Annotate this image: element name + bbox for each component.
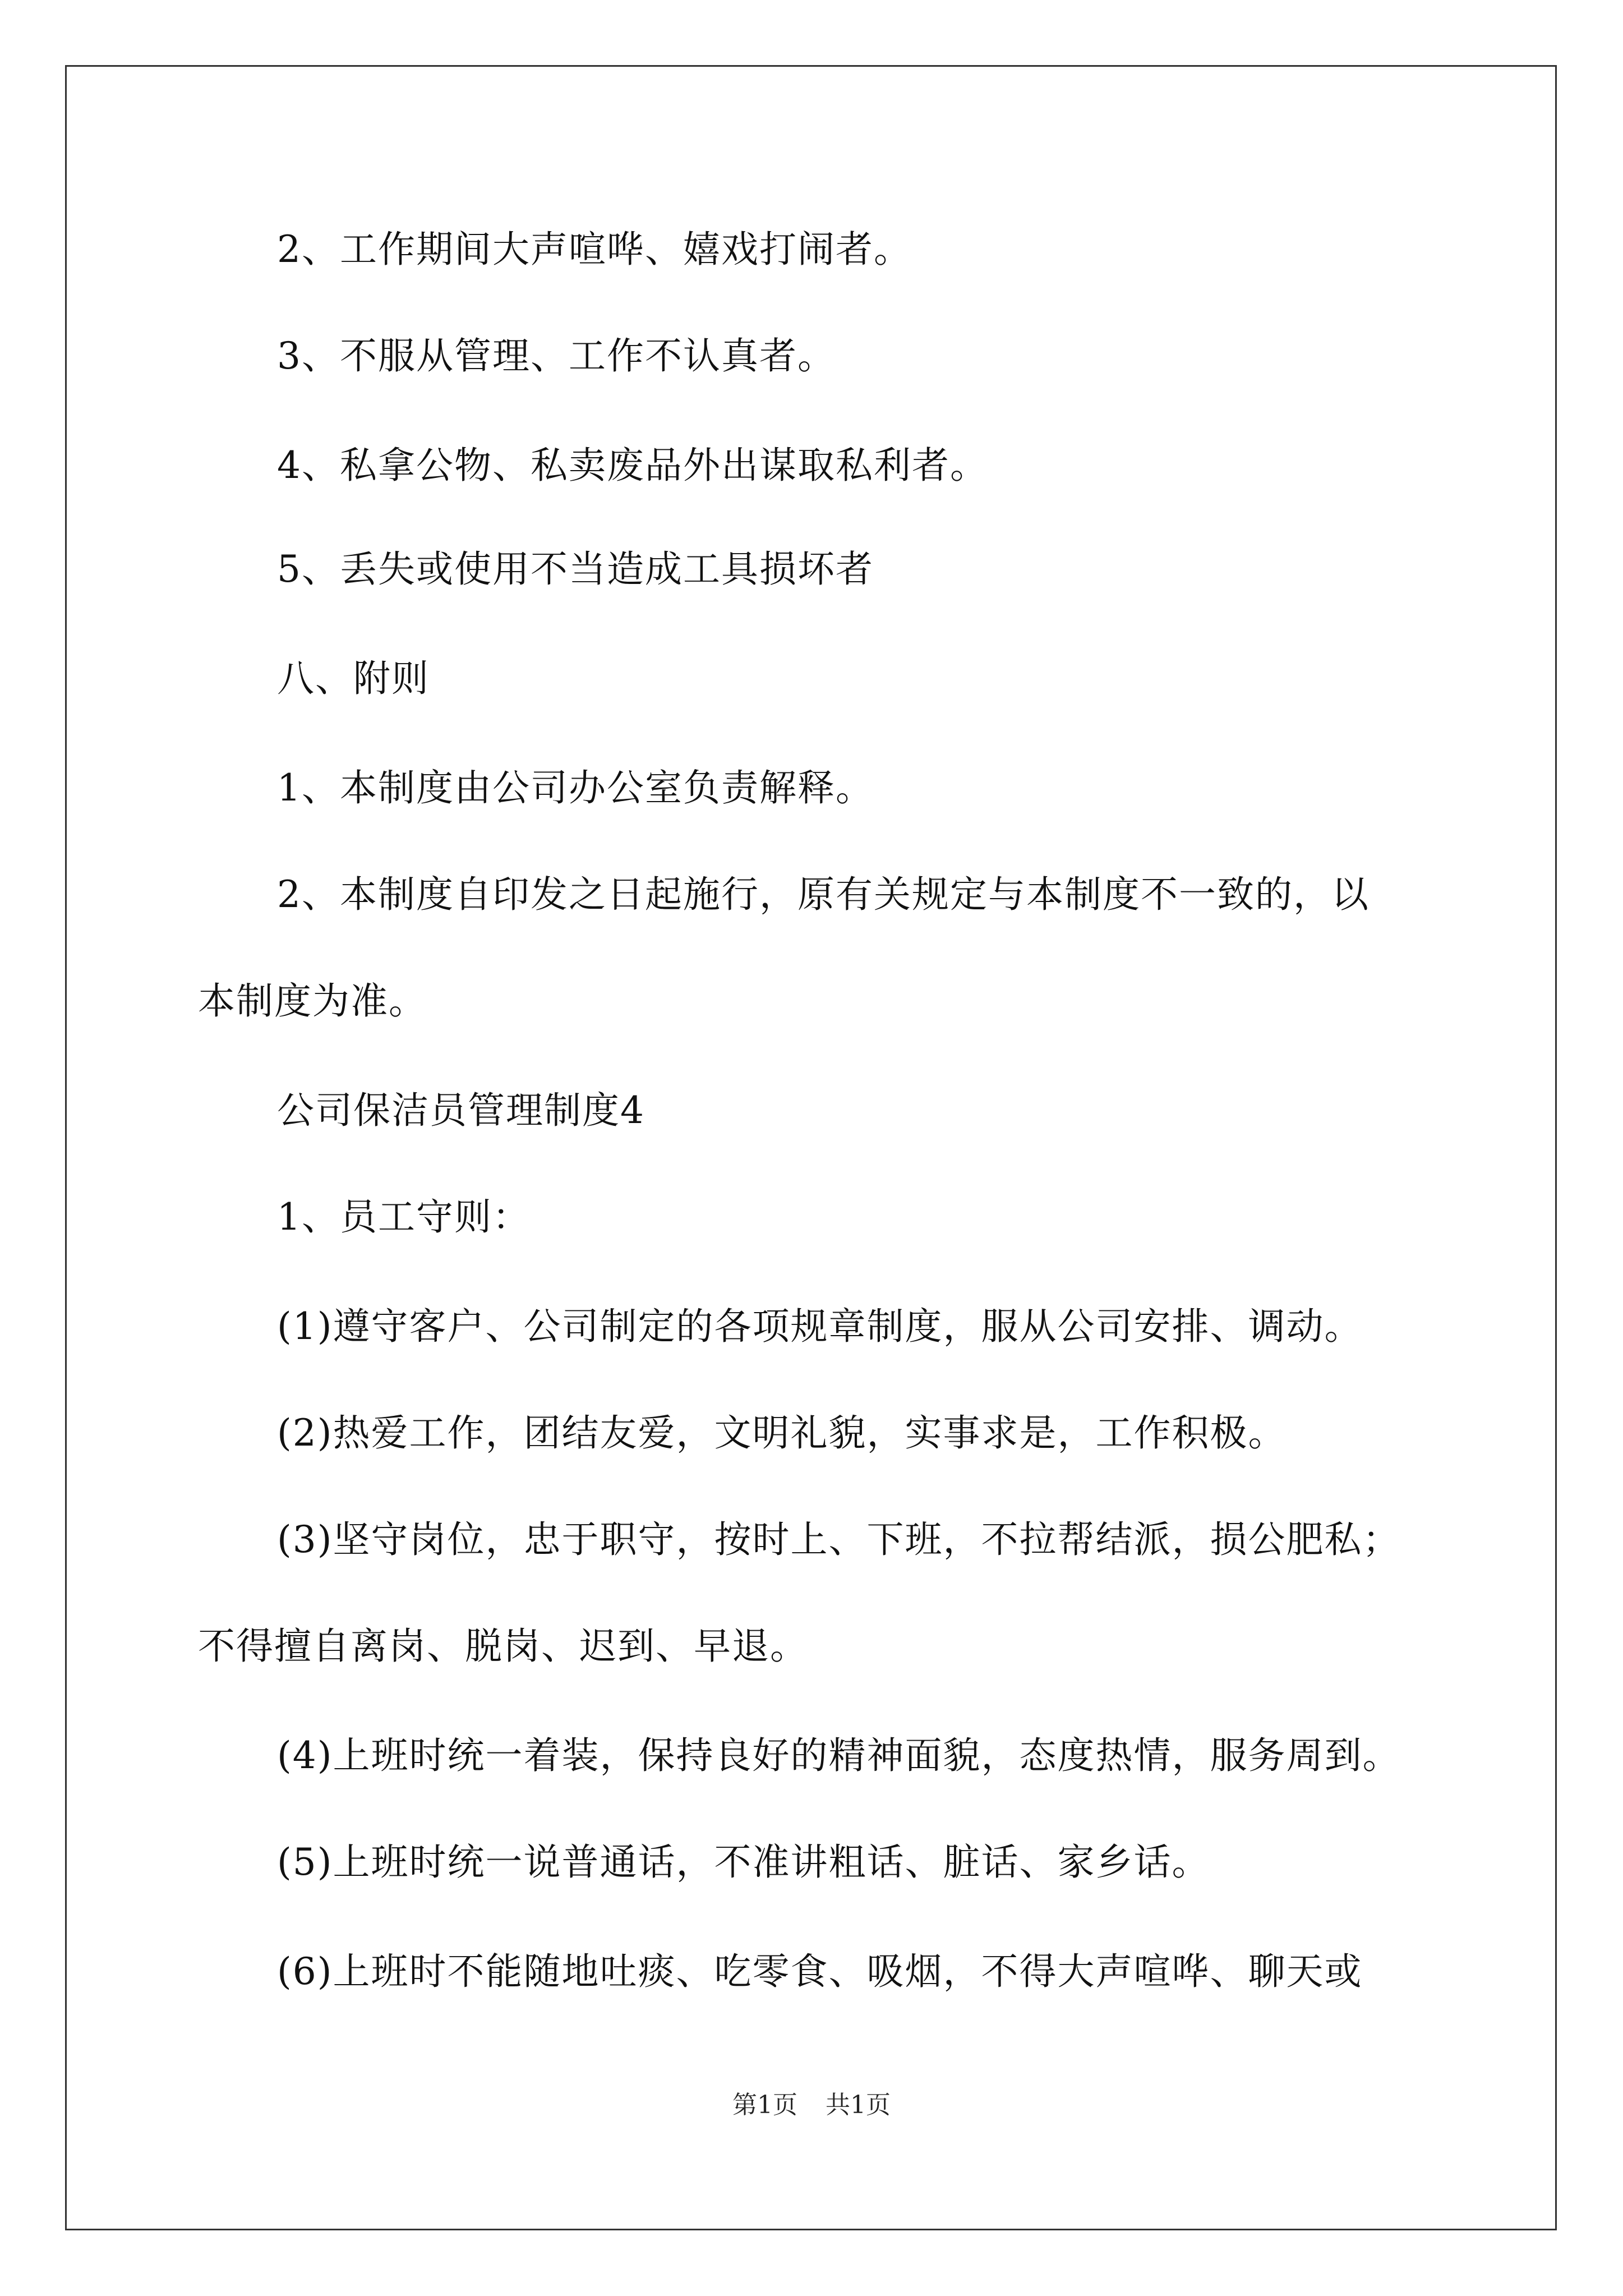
paragraph-continuation: 不得擅自离岗、脱岗、迟到、早退。	[198, 1625, 808, 1668]
paragraph: (4)上班时统一着装，保持良好的精神面貌，态度热情，服务周到。	[277, 1734, 1401, 1777]
page-number: 第1页	[732, 2091, 797, 2119]
document-title: 公司保洁员管理制度4	[277, 1089, 645, 1132]
paragraph: (5)上班时统一说普通话，不准讲粗话、脏话、家乡话。	[277, 1841, 1210, 1884]
paragraph: (1)遵守客户、公司制定的各项规章制度，服从公司安排、调动。	[277, 1305, 1363, 1348]
paragraph: 1、本制度由公司办公室负责解释。	[277, 766, 874, 809]
paragraph: (2)热爱工作，团结友爱，文明礼貌，实事求是，工作积极。	[277, 1411, 1287, 1455]
paragraph-continuation: 本制度为准。	[198, 979, 427, 1023]
page-footer	[0, 2090, 1623, 2121]
section-heading: 八、附则	[277, 657, 430, 700]
paragraph: 5、丢失或使用不当造成工具损坏者	[277, 547, 874, 591]
paragraph: 2、工作期间大声喧哗、嬉戏打闹者。	[277, 228, 912, 271]
paragraph: 2、本制度自印发之日起施行，原有关规定与本制度不一致的，以	[277, 873, 1370, 916]
page-total: 共1页	[826, 2091, 891, 2119]
section-heading: 1、员工守则：	[277, 1195, 531, 1239]
paragraph: 4、私拿公物、私卖废品外出谋取私利者。	[277, 444, 988, 487]
page-border	[65, 65, 1557, 2230]
paragraph: (6)上班时不能随地吐痰、吃零食、吸烟，不得大声喧哗、聊天或	[277, 1950, 1363, 1993]
paragraph: 3、不服从管理、工作不认真者。	[277, 334, 836, 378]
paragraph: (3)坚守岗位，忠于职守，按时上、下班，不拉帮结派，损公肥私；	[277, 1518, 1401, 1561]
